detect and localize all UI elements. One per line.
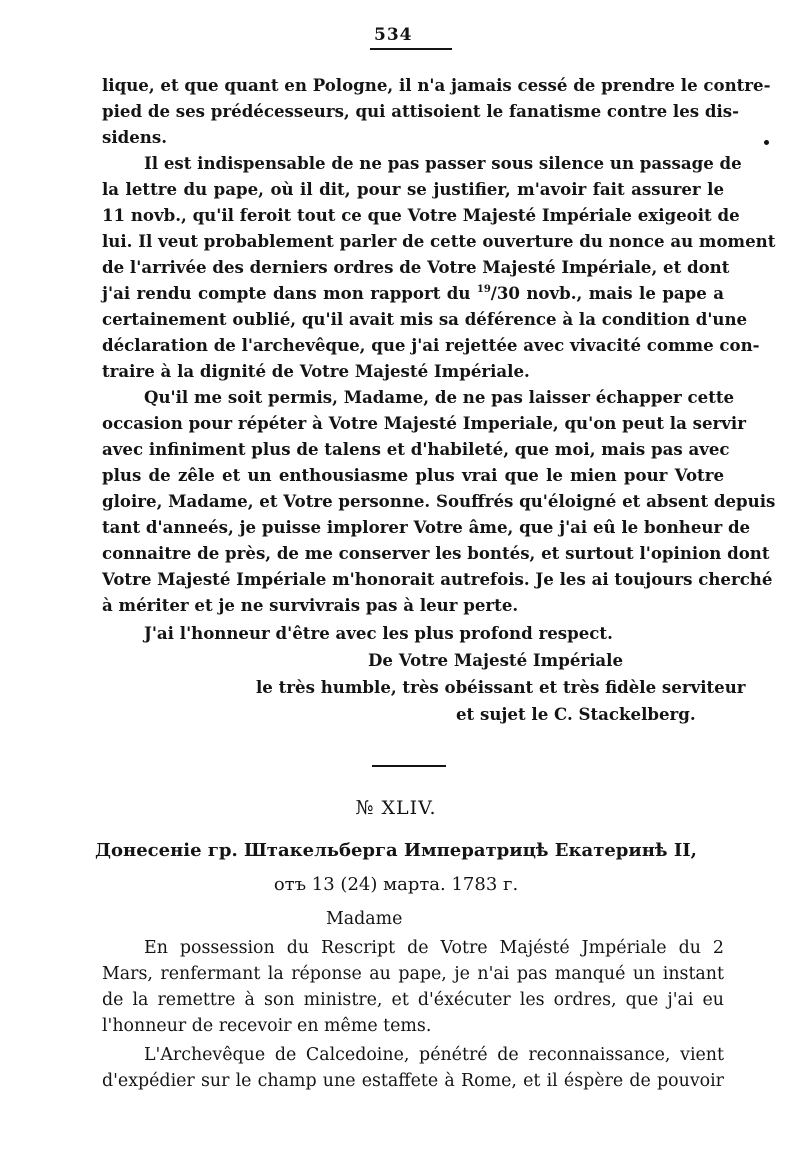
document-number: № XLIV. — [355, 797, 437, 819]
document-date: отъ 13 (24) марта. 1783 г. — [273, 874, 519, 895]
text-line: Il est indispensable de ne pas passer sous silence un passage de — [144, 153, 742, 173]
text-line: l'honneur de recevoir en même tems. — [102, 1016, 432, 1036]
text-line: connaitre de près, de me conserver les bontés, et surtout l'opinion dont — [102, 543, 770, 563]
text-line: déclaration de l'archevêque, que j'ai rejettée avec vivacité comme con- — [102, 335, 760, 355]
text-line: tant d'anneés, je puisse implorer Votre âme, que j'ai eû le bonheur de — [102, 517, 751, 537]
text-line: pied de ses prédécesseurs, qui attisoient le fanatisme contre les dis- — [102, 101, 740, 121]
text-line: sidens. — [102, 127, 167, 147]
text-line-tail: mais le pape a — [588, 283, 724, 303]
text-line: Mars, renfermant la réponse au pape, je n'ai pas manqué un instant — [102, 964, 724, 984]
text-line: L'Archevêque de Calcedoine, pénétré de reconnaissance, vient — [144, 1045, 724, 1065]
text-line: de la remettre à son ministre, et d'éxécuter les ordres, que j'ai eu — [102, 990, 724, 1010]
text-line: d'expédier sur le champ une estaffete à Rome, et il éspère de pouvoir — [102, 1071, 724, 1091]
text-line-with-date — [102, 280, 724, 306]
text-line: occasion pour répéter à Votre Majesté Imperiale, qu'on peut la servir — [102, 413, 746, 433]
signature-line: et sujet le C. Stackelberg. — [456, 704, 696, 724]
text-line: gloire, Madame, et Votre personne. Souffrés qu'éloigné et absent depuis — [102, 491, 776, 511]
text-line: à mériter et je ne survivrais pas à leur perte. — [102, 595, 519, 615]
page-number-rule — [370, 48, 452, 50]
text-line: lique, et que quant en Pologne, il n'a jamais cessé de prendre le contre- — [102, 75, 771, 95]
text-line: En possession du Rescript de Votre Majésté Jmpériale du 2 — [144, 938, 724, 958]
document-heading: Донесеніе гр. Штакельберга Императрицѣ Екатеринѣ II, — [95, 840, 697, 861]
text-line: 11 novb., qu'il feroit tout ce que Votre Majesté Impériale exigeoit de — [102, 205, 740, 225]
report-date-after: /30 novb., — [490, 283, 583, 303]
signature-line: De Votre Majesté Impériale — [368, 650, 624, 670]
text-line: avec infiniment plus de talens et d'habileté, que moi, mais pas avec — [102, 439, 730, 459]
text-line: Qu'il me soit permis, Madame, de ne pas laisser échapper cette — [144, 387, 735, 407]
text-line: lui. Il veut probablement parler de cette ouverture du nonce au moment — [102, 231, 776, 251]
text-line: certainement oublié, qu'il avait mis sa déférence à la condition d'une — [102, 309, 748, 329]
text-line: de l'arrivée des derniers ordres de Votre Majesté Impériale, et dont — [102, 257, 730, 277]
text-line: plus de zêle et un enthousiasme plus vrai que le mien pour Votre — [102, 465, 724, 485]
salutation: Madame — [326, 909, 403, 929]
closing-line: J'ai l'honneur d'être avec les plus profond respect. — [144, 623, 613, 643]
text-line: traire à la dignité de Votre Majesté Impériale. — [102, 361, 530, 381]
page-number: 534 — [374, 25, 413, 45]
report-date-before: j'ai rendu compte dans mon rapport du — [102, 283, 471, 303]
section-divider — [372, 765, 446, 767]
text-line: Votre Majesté Impériale m'honorait autrefois. Je les ai toujours cherché — [102, 569, 773, 589]
signature-line: le très humble, très obéissant et très fidèle serviteur — [256, 677, 746, 697]
report-date-superscript: 19 — [476, 284, 491, 295]
text-line: la lettre du pape, où il dit, pour se justifier, m'avoir fait assurer le — [102, 179, 724, 199]
stray-ink-mark — [764, 140, 769, 145]
